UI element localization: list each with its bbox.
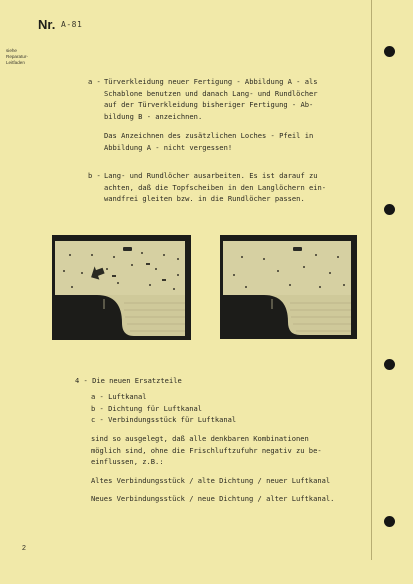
text-line: Das Anzeichnen des zusätzlichen Loches - Pfeil in [104, 131, 314, 140]
side-note-line: Reparatur- [6, 54, 28, 59]
text-line: Lang- und Rundlöcher ausarbeiten. Es ist darauf zu [104, 171, 318, 180]
text-line: achten, daß die Topfscheiben in den Langlöchern ein- [104, 182, 327, 192]
list-item: c - Verbindungsstück für Luftkanal [91, 415, 237, 424]
text-line: möglich sind, ohne die Frischluftzufuhr negativ zu be- [91, 445, 322, 455]
list-item: a - Luftkanal [91, 392, 147, 401]
section-4-heading: 4 - Die neuen Ersatzteile [75, 376, 182, 385]
text-line: einflussen, z.B.: [91, 457, 164, 466]
section-b-marker: b - [88, 171, 101, 180]
nr-label: Nr. [38, 17, 56, 32]
punch-hole [384, 359, 395, 370]
door-panel-illustration-b [220, 235, 357, 339]
section-b-text [104, 170, 326, 205]
text-line: Abbildung A - nicht vergessen! [104, 142, 233, 152]
example-line: Altes Verbindungsstück / alte Dichtung / neuer Luftkanal [91, 476, 331, 485]
section-a-note [104, 130, 313, 153]
punch-hole [384, 516, 395, 527]
text-line: auf der Türverkleidung bisheriger Fertigung - Ab- [104, 100, 314, 109]
page-number: 2 [22, 545, 26, 552]
section-a-marker: a - [88, 77, 101, 86]
section-a-text [104, 76, 318, 122]
margin-rule [371, 0, 372, 560]
punch-hole [384, 204, 395, 215]
nr-value: A-81 [61, 20, 83, 29]
door-panel-photo-a [52, 235, 191, 340]
list-item: b - Dichtung für Luftkanal [91, 403, 203, 413]
text-line: sind so ausgelegt, daß alle denkbaren Kombinationen [91, 434, 309, 443]
door-panel-illustration-a [52, 235, 191, 340]
side-note-line: siehe [6, 48, 17, 53]
door-panel-photo-b [220, 235, 357, 339]
section-4-body [91, 433, 322, 468]
example-line: Neues Verbindungsstück / neue Dichtung / alter Luftkanal. [91, 494, 335, 503]
parts-list [91, 391, 236, 426]
side-note-line: Leitfaden [6, 60, 25, 65]
punch-hole [384, 46, 395, 57]
text-line: bildung B - anzeichnen. [104, 111, 203, 121]
text-line: Schablone benutzen und danach Lang- und Rundlöcher [104, 88, 318, 98]
text-line: wandfrei gleiten bzw. in die Rundlöcher passen. [104, 194, 305, 203]
side-note [6, 48, 44, 66]
text-line: Türverkleidung neuer Fertigung - Abbildung A - als [104, 77, 318, 86]
